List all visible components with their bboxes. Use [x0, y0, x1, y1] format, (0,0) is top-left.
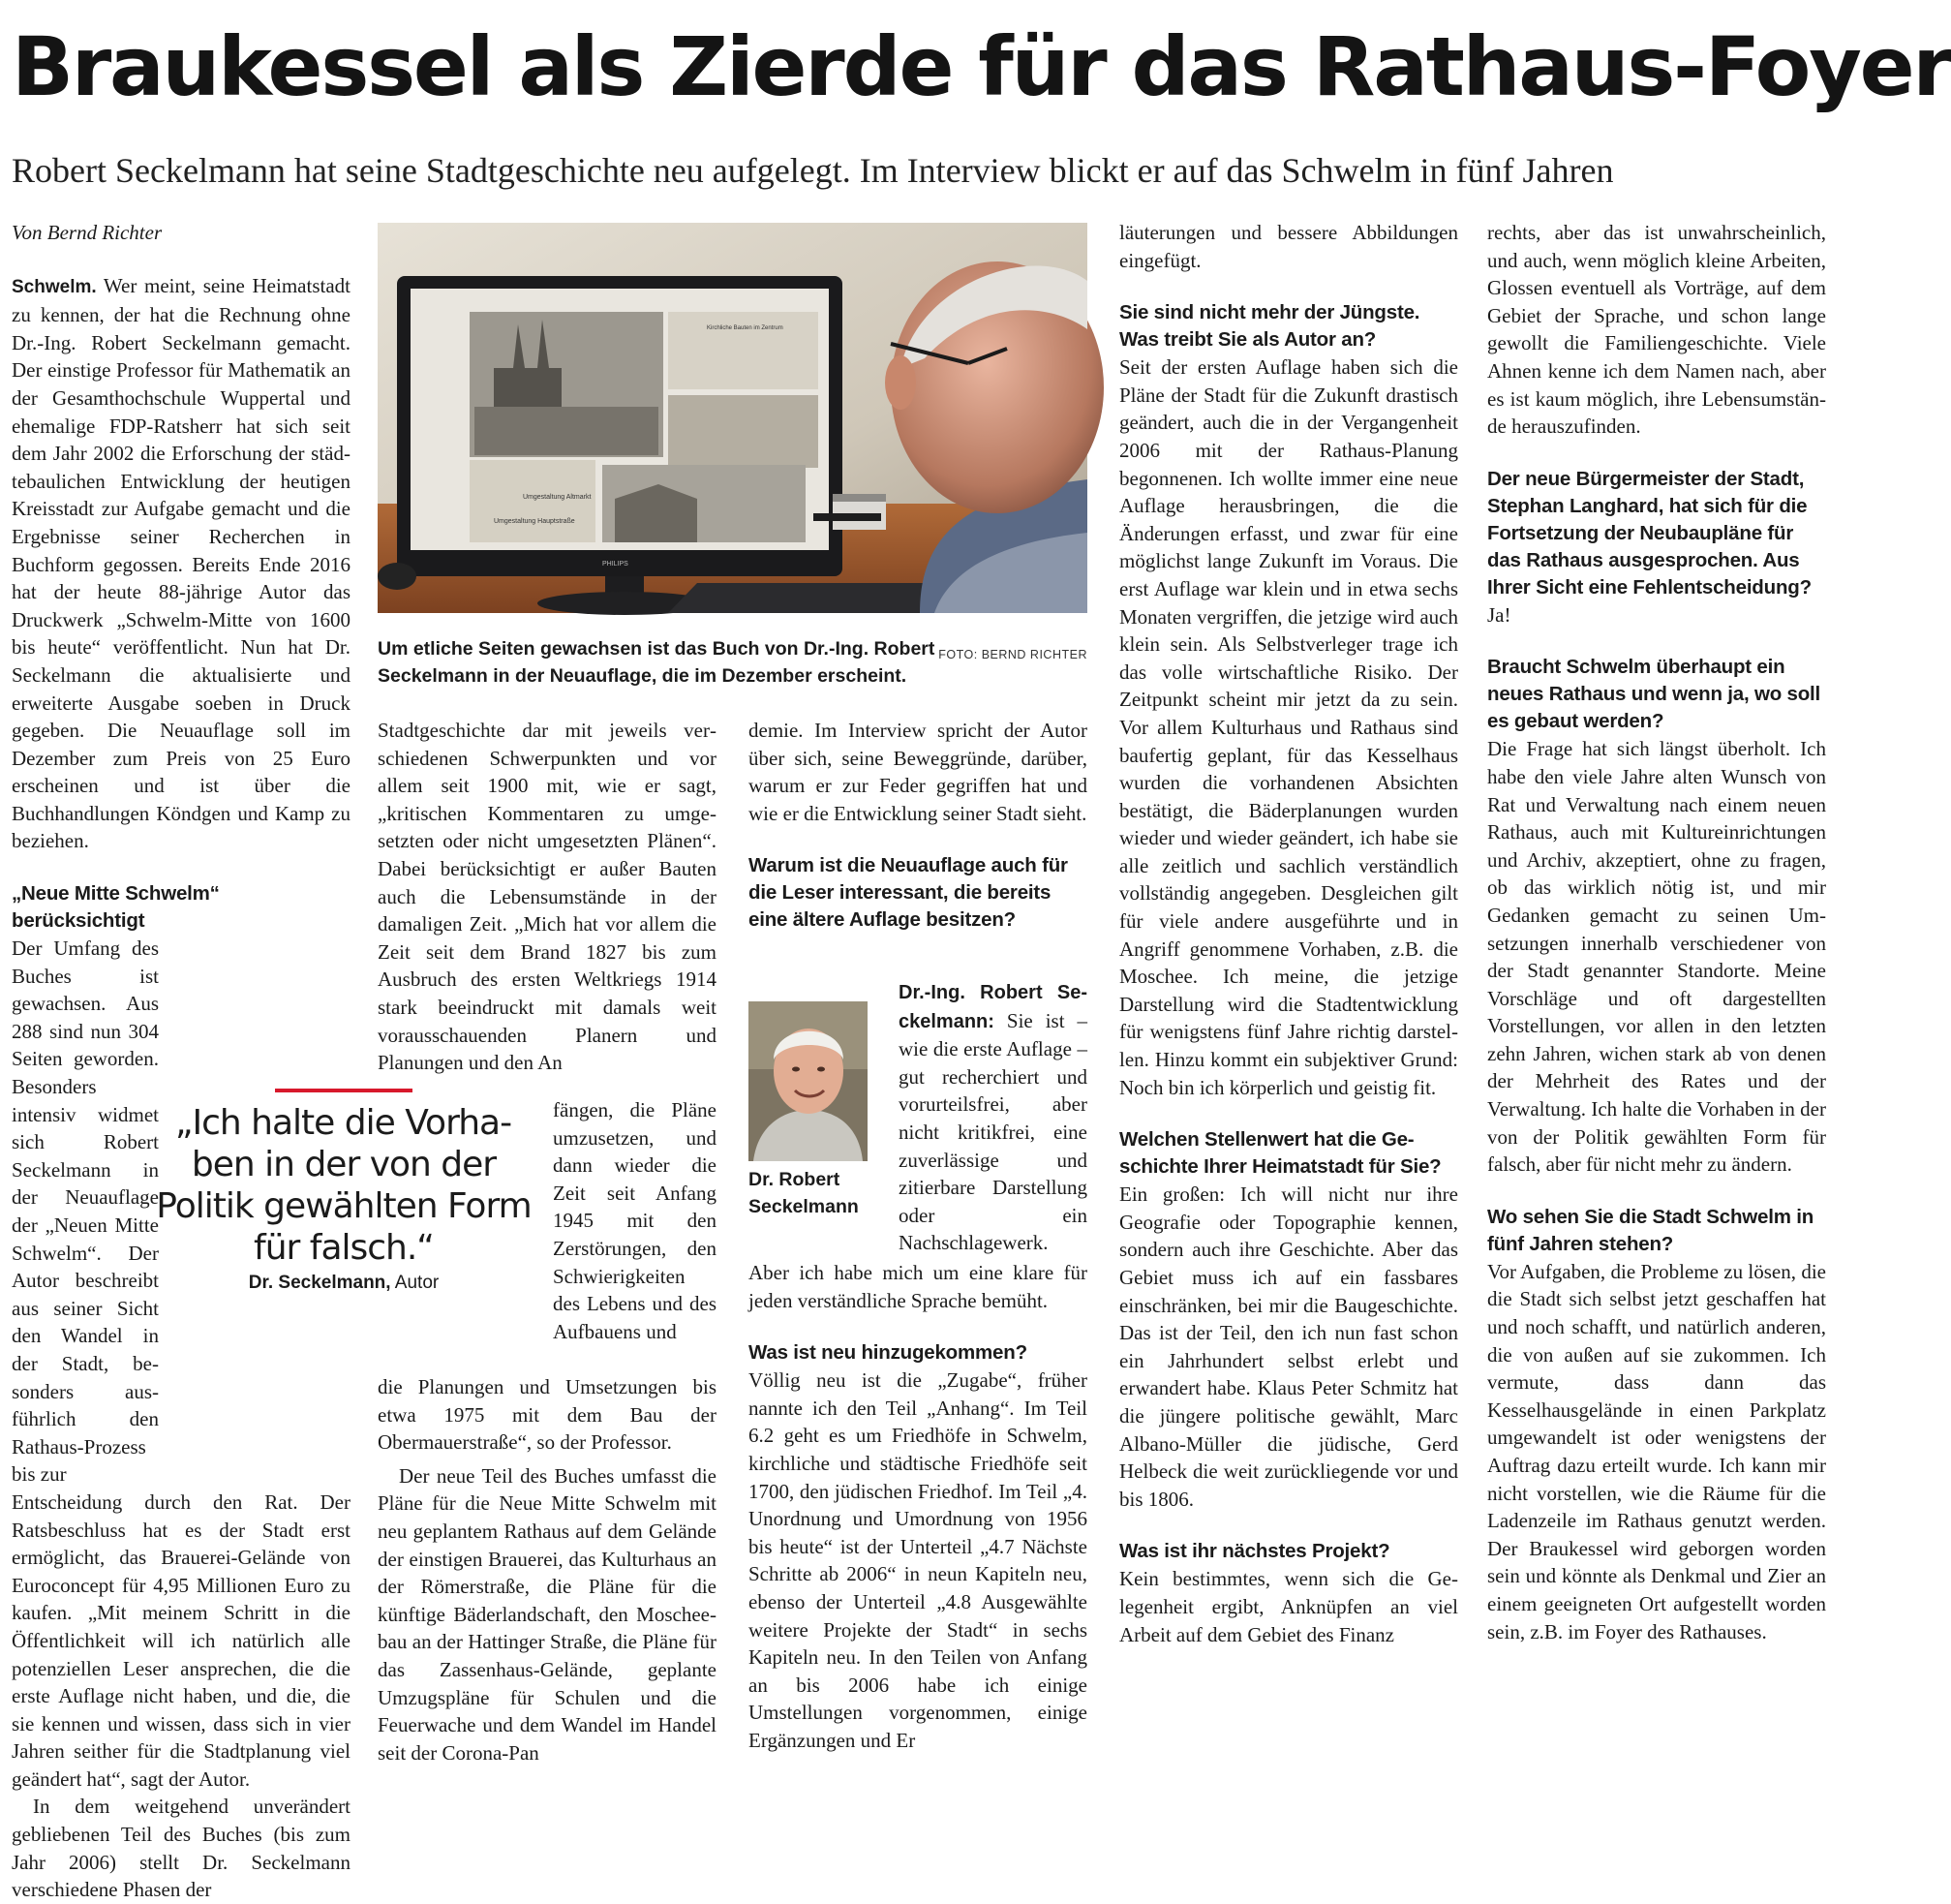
column-3-top: demie. Im Interview spricht der Autor über sich, seine Beweggründe, darüber, warum er zur Feder gegriffen hat und wie er die Entwicklung seiner Stadt sieht. Warum ist die Neuauflage auch für die Leser interessant, die bereits eine ältere Auflage besitzen? [748, 717, 1087, 999]
pull-quote-author: Dr. Seckelmann, Autor [248, 1273, 440, 1293]
column-3-bottom: Aber ich habe mich um eine klare für jeden verständliche Sprache bemüht. Was ist neu hinzugekommen? Völlig neu ist die „Zugabe“, früher nannte ich den Teil „Anhang“. Im Teil 6.2 geht es um Friedhöfe in Schwelm, kirchliche und städtische Friedhöfe seit 1700, den jüdischen Friedhof. Im Teil „4. Unordnung und Umordnung von 1956 bis heute“ ist der Unterteil „4.7 Nächste Schritte ab 2006“ in neun Kapiteln neu, ebenso der Unterteil „4.8 Ausgewählte weitere Projekte der Stadt“ in sechs Kapiteln neu. In den Teilen von Anfang an bis 2006 habe ich einige Umstellungen vorgenommen, einige Ergänzungen und Er [748, 1261, 1087, 1752]
column-4: läuterungen und bessere Abbildungen eingefügt. Sie sind nicht mehr der Jüngste. Was treibt Sie als Autor an? Seit der ersten Auflage haben sich die Pläne der Stadt für die Zukunft drastisch geändert, auch die in der Vergangenheit 2006 mit der Rathaus-Planung begonnenen. Ich wollte immer eine neue Auflage herausbringen, die die Änderungen erfasst, und zwar für eine möglichst lange Zukunft im Voraus. Die erst Auflage war klein und in etwa sechs Monaten vergriffen, die jetzige wird auch klein sein. Als Selbstverleger trage ich das volle wirtschaftliche Risiko. Der Zeitpunkt scheint mir jetzt da zu sein. Vor allem Kulturhaus und Rathaus sind baufertig geplant, für das Kesselhaus wurden die vorhandenen Absichten bestätigt, die Bäderplanungen wurden wieder und wieder geändert, ich habe sie alle zeitlich und sachlich verständlich vollständig angegeben. Desgleichen gilt für viele andere ausgeführte und in Angriff genommene Vorhaben, z.B. die Moschee. Ich meine, die jetzige Darstellung wird die Stadtentwicklung für wenigstens fünf Jahre richtig darstellen. Hinzu kommt ein subjektiver Grund: Noch bin ich körperlich und geistig fit. Welchen Stellenwert hat die Geschichte Ihrer Heimatstadt für Sie? Ein großen: Ich will nicht nur ihre Geografie oder Topographie kennen, sondern auch ihre Geschichte. Aber das Gebiet muss ich auf ein fassbares einschränken, bei mir die Baugeschichte. Das ist der Teil, den ich nun fast schon ein Jahrhundert selbst erlebt und erwandert habe. Klaus Peter Schmitz hat die jüngere politische gewählt, Marc Albano-Müller die jüdische, Gerd Helbeck die weit zurückliegende vor und bis 1806. Was ist ihr nächstes Projekt? Kein bestimmtes, wenn sich die Gelegenheit ergibt, Anknüpfen an viel Arbeit auf dem Gebiet des Finanz [1119, 221, 1458, 1646]
portrait-photo [748, 1001, 868, 1161]
screen-text-altmarkt: Umgestaltung Altmarkt [523, 494, 592, 501]
paragraph-wrap: Der Umfang des Buches ist gewachsen. Aus 288 sind nun 304 Seiten geworden. Besonders intensiv widmet sich Robert Seckelmann in der Neuauflage der „Neuen Mitte Schwelm“. Der Autor beschreibt aus seiner Sicht den Wandel in der Stadt, besonders ausführlich den Rathaus-Prozess bis zur [12, 937, 159, 1487]
subheadline: Robert Seckelmann hat seine Stadtgeschichte neu aufgelegt. Im Interview blickt er auf das Schwelm in fünf Jahren [12, 151, 1614, 190]
headline: Braukessel als Zierde für das Rathaus-Foyer [12, 19, 1951, 114]
byline: Von Bernd Richter [12, 221, 163, 244]
interview-question: Sie sind nicht mehr der Jüngste. Was treibt Sie als Autor an? [1119, 301, 1420, 352]
column-2-narrow: fängen, die Pläne umzusetzen, und dann wieder die Zeit seit Anfang 1945 mit den Zerstörungen, den Schwierigkeiten des Lebens und des Aufbauens und [553, 1098, 716, 1343]
interview-question: Braucht Schwelm überhaupt ein neues Rathaus und wenn ja, wo soll es gebaut werden? [1487, 656, 1821, 733]
section-heading: „Neue Mitte Schwelm“ berücksichtigt [12, 882, 220, 933]
screen-text-hauptstrasse: Umgestaltung Hauptstraße [494, 518, 575, 525]
column-2-bottom: die Planungen und Umsetzungen bis etwa 1975 mit dem Bau der Obermauerstraße“, so der Professor. Der neue Teil des Buches umfasst die Pläne für die Neue Mitte Schwelm mit neu geplantem Rathaus auf dem Gelände der einstigen Brauerei, das Kulturhaus an der Römerstraße, die Pläne für die künftige Bäderlandschaft, den Moscheebau an der Hattinger Straße, die Pläne für das Zassenhaus-Gelände, geplante Umzugspläne für Schulen und die Feuerwache und dem Wandel im Handel seit der Corona-Pan [378, 1375, 716, 1765]
paragraph: Entscheidung durch den Rat. Der Ratsbeschluss hat es der Stadt erst ermöglicht, das Brauerei-Gelände von Euroconcept für 4,95 Millionen Euro zu kaufen. „Mit meinem Schritt in die Öffentlichkeit will ich natürlich alle potenziellen Leser ansprechen, die die erste Auflage nicht haben, und die, die sie kennen und wissen, dass sich in vier Jahren seither für die Stadtplanung viel geändert hat“, sagt der Autor. [12, 1489, 351, 1791]
dateline: Schwelm. [12, 276, 97, 297]
column-3-narrow: Dr.-Ing. Robert Seckelmann: Sie ist – wie die erste Auflage – gut recherchiert und vorurteilsfrei, aber nicht kritikfrei, eine zuverlässige und zitierbare Darstellung oder ein Nachschlagewerk. [899, 982, 1087, 1255]
pull-quote [155, 1089, 533, 1294]
speaker-label: Dr.-Ing. Robert Seckelmann: [899, 982, 1087, 1032]
interview-question: Was ist ihr nächstes Projekt? [1119, 1540, 1390, 1563]
interview-question: Der neue Bürgermeister der Stadt, Stephan Langhard, hat sich für die Fortsetzung der Neubaupläne für das Rathaus ausgesprochen. Aus Ihrer Sicht eine Fehlentscheidung? [1487, 467, 1812, 599]
interview-question: Warum ist die Neuauflage auch für die Leser interessant, die bereits eine ältere Auflage besitzen? [748, 854, 1068, 932]
column-1 [12, 219, 351, 1902]
portrait-caption: Dr. Robert Seckelmann [748, 1169, 859, 1217]
column-2-top: Stadtgeschichte dar mit jeweils verschiedenen Schwerpunkten und vor allem seit 1900 mit, wie er sagt, „kritischen Kommentaren zu umgesetzten oder nicht umgesetzten Plänen“. Dabei berücksichtigt er außer Bauten auch die Lebensumstände in der damaligen Zeit. „Mich hat vor allem die Zeit seit dem Brand 1827 bis zum Ausbruch des ersten Weltkriegs 1914 stark beeindruckt mit damals weit vorausschauenden Planern und Planungen und den An [378, 719, 716, 1075]
photo-credit: FOTO: BERND RICHTER [938, 648, 1087, 661]
interview-question: Wo sehen Sie die Stadt Schwelm in fünf Jahren stehen? [1487, 1205, 1814, 1255]
interview-question: Welchen Stellenwert hat die Geschichte Ihrer Heimatstadt für Sie? [1119, 1128, 1442, 1179]
photo-computer-screen [378, 223, 1087, 613]
paragraph: In dem weitgehend unverändert gebliebenen Teil des Buches (bis zum Jahr 2006) stellt Dr. Seckelmann verschiedene Phasen der [12, 1795, 351, 1902]
interview-question: Was ist neu hinzugekommen? [748, 1341, 1027, 1365]
photo-caption: FOTO: BERND RICHTER Um etliche Seiten gewachsen ist das Buch von Dr.-Ing. Robert Seckelmann in der Neuauflage, die im Dezember erscheint. [378, 638, 1087, 687]
pull-quote-text: „Ich halte die Vorhaben in der von der Politik gewählten Form für falsch.“ [156, 1103, 532, 1268]
column-5: rechts, aber das ist unwahrscheinlich, und auch, wenn möglich kleine Arbeiten, Glossen eventuell als Vorträge, auf dem Gebiet der Sprache, und schon lange gewollt die Familiengeschichte. Viele Ahnen kenne ich dem Namen nach, aber es ist kaum möglich, ihre Lebensumstände herauszufinden. Der neue Bürgermeister der Stadt, Stephan Langhard, hat sich für die Fortsetzung der Neubaupläne für das Rathaus ausgesprochen. Aus Ihrer Sicht eine Fehlentscheidung? Ja! Braucht Schwelm überhaupt ein neues Rathaus und wenn ja, wo soll es gebaut werden? Die Frage hat sich längst überholt. Ich habe den viele Jahre alten Wunsch von Rat und Verwaltung nach einem neuen Rathaus, auch mit Kultureinrichtungen und Archiv, akzeptiert, ohne zu fragen, ob das wirklich nötig ist, und mir Gedanken gemacht zu seinen Umsetzungen innerhalb verschiedener von der Stadt genannter Standorte. Meine Vorschläge und oft dargestellten Vorstellungen, vor allen in den letzten zehn Jahren, wichen stark ab von denen der Mehrheit des Rates und der Verwaltung. Ich halte die Vorhaben in der von der Politik gewählten Form für falsch, aber für nicht mehr zu ändern. Wo sehen Sie die Stadt Schwelm in fünf Jahren stehen? Vor Aufgaben, die Probleme zu lösen, die die Stadt sich selbst jetzt geschaffen hat und noch schafft, und natürlich anderen, die von außen auf sie zukommen. Ich vermute, dass dann das Kesselhausgelände in einen Parkplatz umgewandelt ist oder wenigstens der Auftrag dazu erteilt wurde. Ich kann mir nicht vorstellen, wie die Räume für die Ladenzeile im Rathaus genutzt werden. Der Braukessel wird geborgen worden sein und könnte als Denkmal und Zier an einem geeigneten Ort aufgestellt worden sein, z.B. im Foyer des Rathauses. [1487, 221, 1826, 1643]
intro-paragraph: Schwelm. Wer meint, seine Heimatstadt zu kennen, der hat die Rechnung ohne Dr.-Ing. Robert Seckelmann gemacht. Der einstige Professor für Mathematik an der Gesamthochschule Wuppertal und ehemalige FDP-Ratsherr hat sich seit dem Jahr 2002 die Erforschung der städtebaulichen Entwicklung der heutigen Kreisstadt zur Aufgabe gemacht und die Ergebnisse seiner Recherchen in Buchform gegossen. Bereits Ende 2016 hat der heute 88-jährige Autor das Druckwerk „Schwelm-Mitte von 1600 bis heute“ veröffentlicht. Nun hat Dr. Seckelmann die aktualisierte und erweiterte Ausgabe soeben in Druck gegeben. Die Neuauflage soll im Dezember zum Preis von 25 Euro erscheinen und ist über die Buchhandlungen Köndgen und Kamp zu beziehen. [12, 273, 351, 853]
monitor-brand: PHILIPS [602, 561, 628, 568]
screen-text-kirche: Kirchliche Bauten im Zentrum [707, 325, 783, 331]
